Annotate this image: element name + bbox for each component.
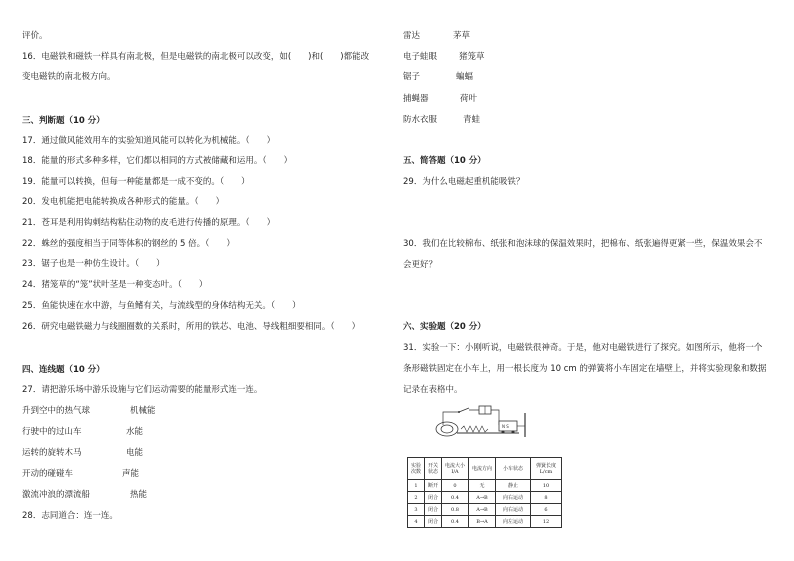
judge-item-24: 24．猪笼草的“笼”状叶茎是一种变态叶。（ ） — [22, 280, 208, 290]
match-right-3: 电能 — [126, 448, 144, 458]
match-right-5: 热能 — [130, 490, 148, 500]
table-header-cell: 开关状态 — [425, 458, 442, 480]
table-header-cell: 电流方向 — [469, 458, 496, 480]
judge-item-20: 20．发电机能把电能转换成各种形式的能量。（ ） — [22, 197, 225, 207]
judge-item-18: 18．能量的形式多种多样，它们都以相同的方式被储藏和运用。（ ） — [22, 156, 293, 166]
table-cell: A→B — [469, 504, 496, 516]
question-31-line2: 条形磁铁固定在小车上，用一根长度为 10 cm 的弹簧将小车固定在墙壁上，并将实验现象和数据 — [403, 364, 767, 374]
pair-right-2: 猪笼草 — [459, 52, 485, 62]
magnet-label: N S — [502, 424, 509, 429]
experiment-figure — [433, 403, 533, 446]
table-cell: 向右运动 — [496, 504, 531, 516]
text-top-line: 评价。 — [22, 31, 48, 41]
table-cell: 4 — [408, 516, 425, 528]
question-30-line1: 30．我们在比较棉布、纸张和泡沫球的保温效果时，把棉布、纸张遍得更紧一些，保温效果会不 — [403, 239, 763, 249]
table-cell: 10 — [531, 480, 562, 492]
match-left-3: 运转的旋转木马 — [22, 448, 82, 458]
match-right-2: 水能 — [126, 427, 144, 437]
table-cell: 向左运动 — [496, 516, 531, 528]
match-left-5: 激流冲浪的漂流船 — [22, 490, 91, 500]
table-cell: 12 — [531, 516, 562, 528]
table-cell: 静止 — [496, 480, 531, 492]
table-cell: 0.8 — [442, 504, 469, 516]
pair-left-2: 电子蛙眼 — [403, 52, 438, 62]
question-30-line2: 会更好？ — [403, 260, 438, 270]
table-cell: 闭合 — [425, 504, 442, 516]
question-27: 27．请把游乐场中游乐设施与它们运动需要的能量形式连一连。 — [22, 385, 263, 395]
judge-item-26: 26．研究电磁铁磁力与线圈圈数的关系时，所用的铁芯、电池、导线粗细要相同。（ ） — [22, 322, 361, 332]
section-4-title: 四、连线题（10 分） — [22, 365, 105, 375]
question-16-line1: 16．电磁铁和磁铁一样具有南北极，但是电磁铁的南北极可以改变，如( )和( )都能改 — [22, 52, 370, 62]
pair-right-5: 青蛙 — [463, 115, 481, 125]
match-left-1: 升到空中的热气球 — [22, 406, 91, 416]
table-row — [408, 480, 562, 492]
table-cell: 0 — [442, 480, 469, 492]
table-cell: 0.4 — [442, 492, 469, 504]
table-cell: B→A — [469, 516, 496, 528]
section-3-title: 三、判断题（10 分） — [22, 116, 105, 126]
table-header-cell: 实验次数 — [408, 458, 425, 480]
judge-item-17: 17．通过做风能效用车的实验知道风能可以转化为机械能。（ ） — [22, 136, 276, 146]
pair-left-3: 锯子 — [403, 72, 421, 82]
pair-right-1: 茅草 — [453, 31, 471, 41]
judge-item-23: 23．锯子也是一种仿生设计。（ ） — [22, 259, 165, 269]
judge-item-19: 19．能量可以转换，但每一种能量都是一成不变的。（ ） — [22, 177, 250, 187]
match-left-4: 开动的碰碰车 — [22, 469, 74, 479]
table-header-row — [408, 458, 562, 480]
table-cell: 8 — [531, 492, 562, 504]
table-cell: 闭合 — [425, 516, 442, 528]
question-29: 29．为什么电磁起重机能吸铁？ — [403, 177, 525, 187]
table-cell: 无 — [469, 480, 496, 492]
pair-right-4: 荷叶 — [460, 94, 478, 104]
table-row — [408, 516, 562, 528]
question-31-line3: 记录在表格中。 — [403, 385, 463, 395]
judge-item-21: 21．苍耳是利用钩刺结构粘住动物的皮毛进行传播的原理。（ ） — [22, 218, 276, 228]
table-header-cell: 小车状态 — [496, 458, 531, 480]
match-right-4: 声能 — [122, 469, 140, 479]
section-6-title: 六、实验题（20 分） — [403, 322, 486, 332]
match-left-2: 行驶中的过山车 — [22, 427, 82, 437]
pair-left-1: 雷达 — [403, 31, 421, 41]
table-cell: 3 — [408, 504, 425, 516]
table-cell: 6 — [531, 504, 562, 516]
pair-left-4: 捕蝇器 — [403, 94, 429, 104]
table-header-cell: 弹簧长度L/cm — [531, 458, 562, 480]
table-cell: 闭合 — [425, 492, 442, 504]
table-cell: 2 — [408, 492, 425, 504]
question-31-line1: 31．实验一下：小刚听说，电磁铁很神奇。于是，他对电磁铁进行了探究。如图所示，他将一个 — [403, 343, 763, 353]
question-28: 28．志同道合：连一连。 — [22, 511, 118, 521]
table-row — [408, 492, 562, 504]
table-cell: 向右运动 — [496, 492, 531, 504]
table-cell: 断开 — [425, 480, 442, 492]
table-cell: 1 — [408, 480, 425, 492]
table-row — [408, 504, 562, 516]
pair-left-5: 防水衣服 — [403, 115, 438, 125]
judge-item-22: 22．蛛丝的强度相当于同等体积的钢丝的 5 倍。（ ） — [22, 239, 235, 249]
question-16-line2: 变电磁铁的南北极方向。 — [22, 72, 116, 82]
section-5-title: 五、简答题（10 分） — [403, 156, 486, 166]
judge-item-25: 25．鱼能快速在水中游，与鱼鳍有关，与流线型的身体结构无关。（ ） — [22, 301, 301, 311]
table-cell: 0.4 — [442, 516, 469, 528]
table-cell: A→B — [469, 492, 496, 504]
pair-right-3: 蝙蝠 — [456, 72, 474, 82]
experiment-table — [407, 457, 562, 528]
table-header-cell: 电流大小I/A — [442, 458, 469, 480]
match-right-1: 机械能 — [130, 406, 156, 416]
